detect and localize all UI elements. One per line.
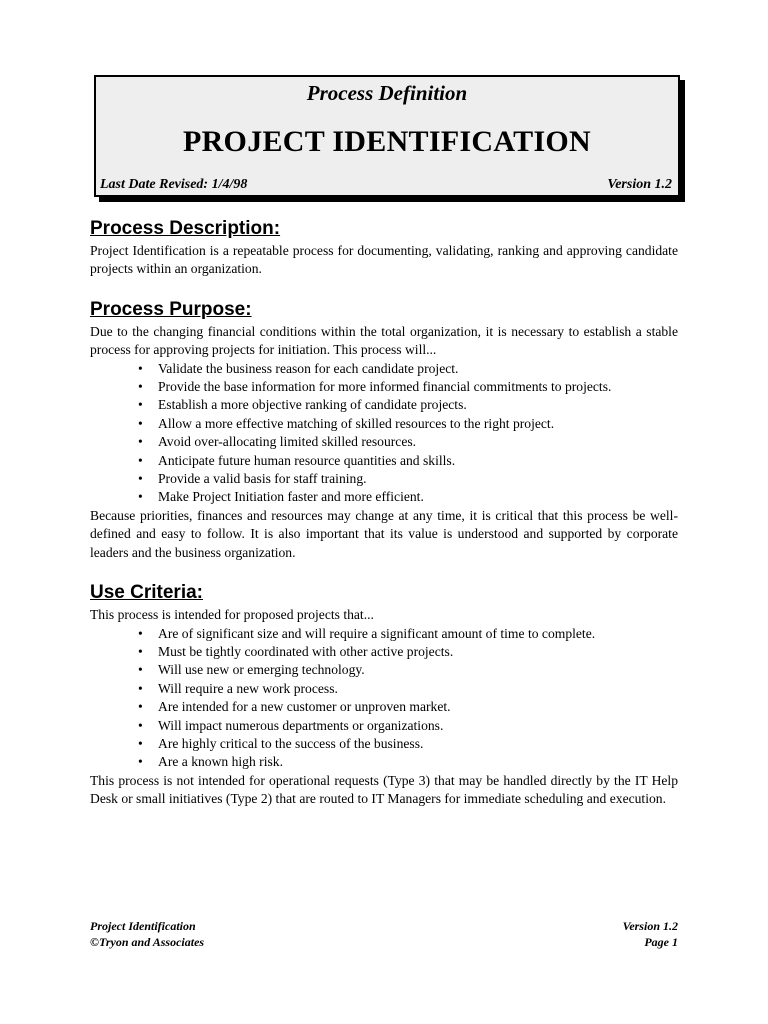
list-item: • Provide the base information for more informed financial commitments to projects. — [138, 378, 678, 396]
footer-left — [90, 918, 204, 950]
list-item: • Are intended for a new customer or unproven market. — [138, 698, 678, 716]
criteria-bullet-list — [90, 625, 678, 772]
list-item: • Will impact numerous departments or organizations. — [138, 717, 678, 735]
list-item: • Will require a new work process. — [138, 680, 678, 698]
list-item: • Allow a more effective matching of skilled resources to the right project. — [138, 415, 678, 433]
list-item: • Validate the business reason for each candidate project. — [138, 360, 678, 378]
process-description-section — [90, 216, 678, 279]
list-item: • Establish a more objective ranking of candidate projects. — [138, 396, 678, 414]
use-criteria-intro: This process is intended for proposed projects that... — [90, 607, 374, 623]
list-item: • Must be tightly coordinated with other active projects. — [138, 643, 678, 661]
purpose-bullet-list — [90, 360, 678, 507]
use-criteria-section — [90, 580, 678, 808]
process-description-heading: Process Description: — [90, 218, 281, 239]
list-item: • Avoid over-allocating limited skilled resources. — [138, 433, 678, 451]
process-purpose-heading: Process Purpose: — [90, 298, 252, 320]
use-criteria-closing: This process is not intended for operational requests (Type 3) that may be handled directly by the IT Help Desk or small initiatives (Type 2) that are routed to IT Managers for immediate scheduling and execution. — [90, 772, 678, 807]
process-purpose-section — [90, 297, 678, 562]
footer-version: Version 1.2 — [622, 919, 678, 933]
use-criteria-heading: Use Criteria: — [90, 582, 203, 604]
header-subtitle: Process Definition — [306, 81, 468, 105]
list-item: • Are a known high risk. — [138, 753, 678, 771]
list-item: • Make Project Initiation faster and more efficient. — [138, 488, 678, 506]
last-revised-date: Last Date Revised: 1/4/98 — [100, 177, 248, 192]
document-title: PROJECT IDENTIFICATION — [182, 125, 592, 158]
list-item: • Will use new or emerging technology. — [138, 661, 678, 679]
list-item: • Are highly critical to the success of the business. — [138, 735, 678, 753]
list-item: • Anticipate future human resource quantities and skills. — [138, 452, 678, 470]
process-purpose-intro: Due to the changing financial conditions within the total organization, it is necessary to establish a stable process for approving projects for initiation. This process will... — [90, 323, 678, 358]
footer-document-name: Project Identification — [90, 919, 196, 933]
footer-copyright: ©Tryon and Associates — [90, 935, 205, 949]
process-purpose-closing: Because priorities, finances and resources may change at any time, it is critical that this process be well-defined and easy to follow. It is also important that its value is understood and supported by corporate leaders and the business organization. — [90, 507, 678, 560]
document-body — [90, 216, 678, 809]
list-item: • Provide a valid basis for staff training. — [138, 470, 678, 488]
header-version: Version 1.2 — [607, 177, 672, 192]
document-header-box — [94, 75, 680, 197]
footer-right — [623, 918, 678, 950]
process-description-text: Project Identification is a repeatable process for documenting, validating, ranking and approving candidate projects within an organization. — [90, 243, 678, 277]
page-number: Page 1 — [644, 935, 678, 949]
list-item: • Are of significant size and will require a significant amount of time to complete. — [138, 625, 678, 643]
